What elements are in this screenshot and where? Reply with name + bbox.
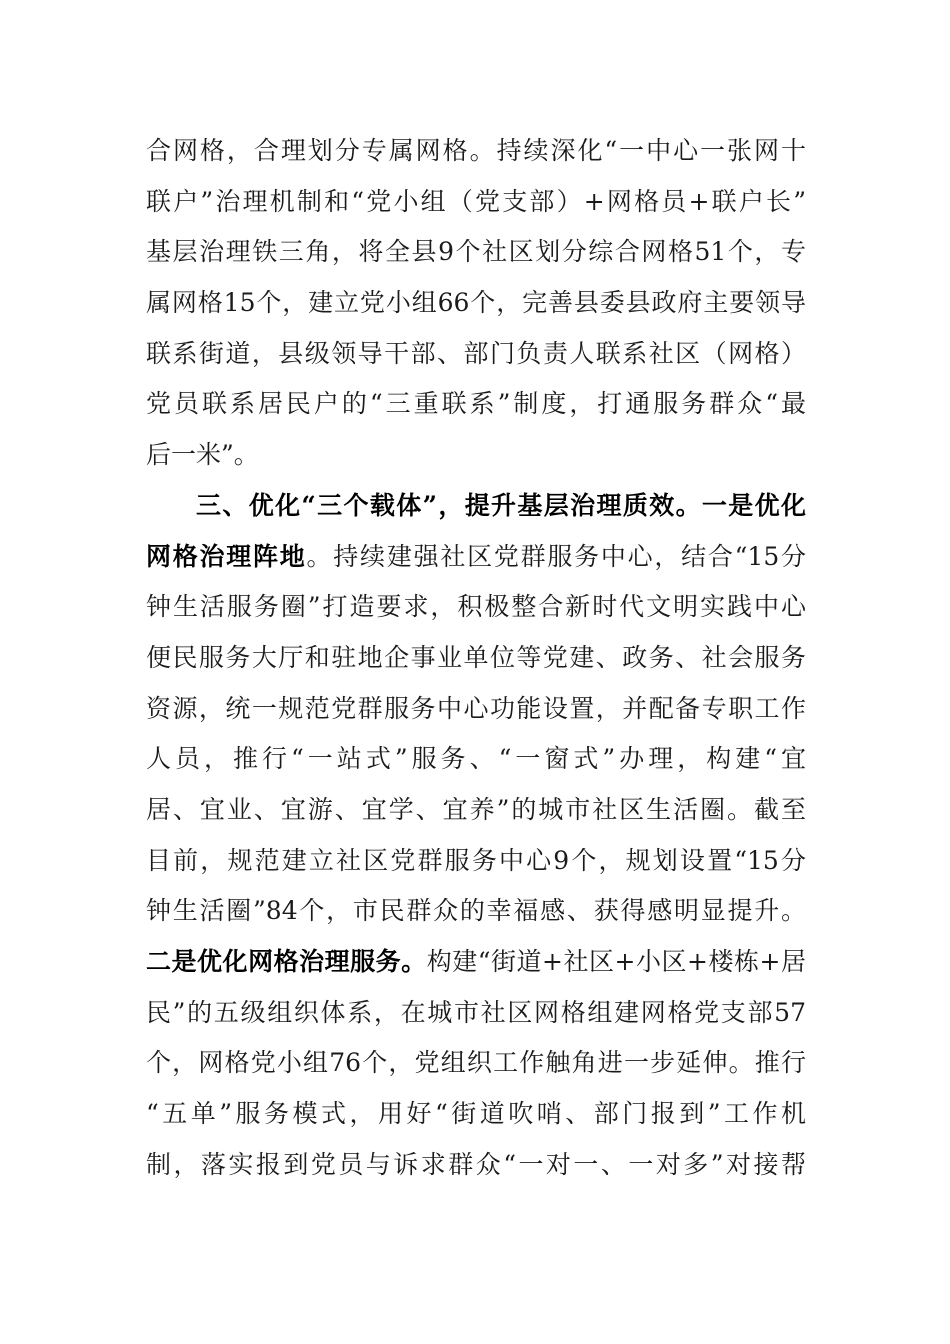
bold-text-segment: 网格治理阵地 [146, 541, 307, 571]
text-segment: 居、宜业、宜游、宜学、宜养”的城市社区生活圈。截至 [146, 794, 806, 824]
text-line [146, 481, 806, 532]
text-segment: 人员，推行“一站式”服务、“一窗式”办理，构建“宜 [146, 744, 806, 774]
text-segment: 钟生活服务圈”打造要求，积极整合新时代文明实践中心 [146, 592, 806, 622]
text-segment: 个，网格党小组76个，党组织工作触角进一步延伸。推行 [146, 1048, 806, 1078]
bold-text-segment: 三、优化“三个载体”，提升基层治理质效。一是优化 [196, 490, 806, 520]
text-segment: 联户”治理机制和“党小组（党支部）+网格员+联户长” [146, 186, 806, 216]
text-segment: 。持续建强社区党群服务中心，结合“15分 [306, 541, 806, 571]
text-line [146, 633, 806, 684]
text-line [146, 126, 806, 177]
text-line [146, 785, 806, 836]
text-line [146, 1038, 806, 1089]
text-line [146, 177, 806, 228]
text-segment: 基层治理铁三角，将全县9个社区划分综合网格51个，专 [146, 237, 806, 267]
document-body [146, 126, 806, 1190]
text-segment: 目前，规范建立社区党群服务中心9个，规划设置“15分 [146, 845, 806, 875]
text-segment: 构建“街道+社区+小区+楼栋+居 [426, 947, 806, 976]
text-line [146, 278, 806, 329]
text-line [146, 734, 806, 785]
text-segment: 制，落实报到党员与诉求群众“一对一、一对多”对接帮 [146, 1149, 806, 1179]
text-segment: 后一米”。 [146, 440, 259, 470]
text-segment: 合网格，合理划分专属网格。持续深化“一中心一张网十 [146, 136, 806, 165]
text-line [146, 937, 806, 988]
text-segment: 属网格15个，建立党小组66个，完善县委县政府主要领导 [146, 288, 806, 318]
text-line [146, 1089, 806, 1140]
text-line [146, 227, 806, 278]
text-line [146, 988, 806, 1039]
text-line [146, 430, 806, 481]
text-segment: 联系街道，县级领导干部、部门负责人联系社区（网格） [146, 338, 806, 368]
text-line [146, 684, 806, 735]
text-line [146, 1140, 806, 1191]
bold-text-segment: 二是优化网格治理服务。 [146, 947, 427, 976]
text-line [146, 836, 806, 887]
text-segment: 党员联系居民户的“三重联系”制度，打通服务群众“最 [146, 389, 806, 419]
text-line [146, 329, 806, 380]
text-segment: 便民服务大厅和驻地企事业单位等党建、政务、社会服务 [146, 642, 806, 672]
text-segment: 民”的五级组织体系，在城市社区网格组建网格党支部57 [146, 997, 806, 1027]
text-segment: “五单”服务模式，用好“街道吹哨、部门报到”工作机 [146, 1099, 806, 1129]
text-line [146, 379, 806, 430]
text-segment: 钟生活圈”84个，市民群众的幸福感、获得感明显提升。 [146, 896, 806, 926]
text-segment: 资源，统一规范党群服务中心功能设置，并配备专职工作 [146, 693, 806, 723]
text-line [146, 582, 806, 633]
text-line [146, 886, 806, 937]
text-line [146, 532, 806, 583]
